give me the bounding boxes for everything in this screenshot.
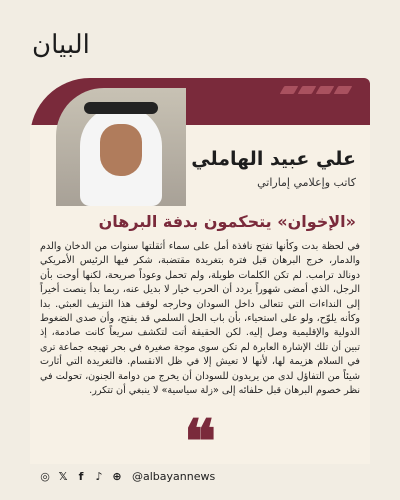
article-headline: «الإخوان» يتحكمون بدفة البرهان (98, 212, 356, 231)
agal-shape (84, 102, 158, 114)
face-shape (100, 124, 142, 176)
globe-icon[interactable]: ⊕ (112, 469, 122, 483)
facebook-icon[interactable]: f (78, 469, 84, 483)
x-icon[interactable]: 𝕏 (58, 469, 68, 483)
social-handle[interactable]: @albayannews (132, 469, 216, 483)
instagram-icon[interactable]: ◎ (40, 469, 50, 483)
social-footer (38, 466, 215, 486)
article-body: في لحظة بدت وكأنها تفتح نافذة أمل على سماء أثقلتها سنوات من الدخان والدم والدمار، خرج البرهان قبل فترة بتغريدة مقتضبة، شكر فيها الرئيس الأمريكي دونالد ترامب. لم تكن الكلمات طويلة، ولم تحمل وعوداً صريحة، لكنها أوحت بأن الرجل، الذي أمضى شهوراً يردد أن الحرب خيار لا بديل عنه، ربما بدأ ينصت أخيراً إلى النداءات التي تتعالى داخل السودان وخارجه لوقف هذا النزيف العبثي. بدا وكأنه يلوّح، ولو على استحياء، بأن باب الحل السلمي قد يفتح، وأن صدى الضغوط الدولية والإقليمية وصل إليه. لكن الحقيقة أتت لتكشف سريعاً كانت صادمة، إذ تبين أن تلك الإشارة العابرة لم تكن سوى موجة صغيرة في بحر تهيجه جماعة ترى في السلام هزيمة لها، لأنها لا تعيش إلا في ظل الانقسام. فالتغريدة التي أثارت شيئاً من التفاؤل لدى من يريدون للسودان أن يخرج من دوامة الجنون، تحولت في نظر خصوم البرهان قبل حلفائه إلى «زلة سياسية» لا ينبغي أن تتكرر. (40, 241, 360, 397)
slash-decoration (334, 86, 353, 94)
quote-icon: ❝ (183, 407, 217, 477)
slash-decoration (316, 86, 335, 94)
author-role: كاتب وإعلامي إماراتي (257, 176, 356, 189)
decorative-slashes (282, 86, 362, 98)
logo: البيان (32, 30, 90, 60)
tiktok-icon[interactable]: ♪ (95, 469, 103, 483)
author-name: علي عبيد الهاملي (191, 148, 356, 170)
slash-decoration (298, 86, 317, 94)
slash-decoration (280, 86, 299, 94)
author-photo (56, 88, 186, 206)
